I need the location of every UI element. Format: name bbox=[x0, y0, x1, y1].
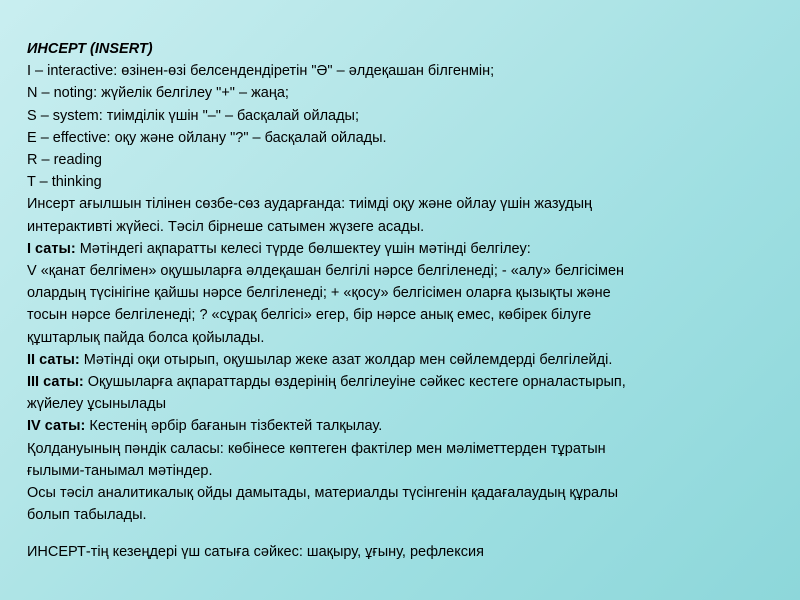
acronym-line-i: I – interactive: өзінен-өзі белсендендіретін "Ә" – әлдеқашан білгенмін; bbox=[27, 63, 495, 80]
stage-2-heading bbox=[27, 349, 782, 371]
slide-title: ИНСЕРТ (INSERT) bbox=[27, 41, 153, 57]
stage-1-body-line-4: құштарлық пайда болса қойылады. bbox=[27, 329, 265, 346]
usage-line-2: ғылыми-танымал мәтіндер. bbox=[27, 462, 213, 479]
stage-1-heading bbox=[27, 238, 782, 260]
footer-summary: ИНСЕРТ-тің кезеңдері үш сатыға сәйкес: шақыру, ұғыну, рефлексия bbox=[27, 544, 484, 560]
stage-3-continuation: жүйелеу ұсынылады bbox=[27, 396, 167, 413]
stage-1-body-line-3: тосын нәрсе белгіленеді; ? «сұрақ белгісі» егер, бір нәрсе анық емес, көбірек білуге bbox=[27, 307, 592, 324]
acronym-line-n: N – noting: жүйелік белгілеу "+" – жаңа; bbox=[27, 85, 289, 102]
stage-2-label: ІІ саты: bbox=[27, 351, 80, 368]
intro-line-1: Инсерт ағылшын тілінен сөзбе-сөз аударғанда: тиімді оқу және ойлау үшін жазудың bbox=[27, 196, 593, 213]
acronym-line-t: T – thinking bbox=[27, 174, 102, 191]
conclusion-line-2: болып табылады. bbox=[27, 507, 147, 524]
acronym-line-s: S – system: тиімділік үшін "–" – басқалай ойлады; bbox=[27, 107, 360, 124]
stage-1-body-line-1: V «қанат белгімен» оқушыларға әлдеқашан белгілі нәрсе белгіленеді; - «алу» белгісімен bbox=[27, 263, 625, 280]
stage-1-label: І саты: bbox=[27, 240, 76, 257]
stage-1-text: Мәтіндегі ақпаратты келесі түрде бөлшектеу үшін мәтінді белгілеу: bbox=[75, 240, 531, 257]
conclusion-line-1: Осы тәсіл аналитикалық ойды дамытады, материалды түсінгенін қадағалаудың құралы bbox=[27, 485, 619, 502]
stage-4-heading bbox=[27, 415, 782, 437]
stage-3-label: ІІІ саты: bbox=[27, 374, 84, 391]
acronym-line-e: E – effective: оқу және ойлану "?" – басқалай ойлады. bbox=[27, 129, 387, 146]
intro-line-2: интерактивті жүйесі. Тәсіл бірнеше сатымен жүзеге асады. bbox=[27, 218, 425, 235]
stage-1-body-line-2: олардың түсінігіне қайшы нәрсе белгіленеді; + «қосу» белгісімен оларға қызықты және bbox=[27, 285, 611, 302]
stage-3-text: Оқушыларға ақпараттарды өздерінің белгілеуіне сәйкес кестеге орналастырып, bbox=[83, 374, 626, 391]
stage-4-text: Кестенің әрбір бағанын тізбектей талқылау. bbox=[85, 418, 383, 435]
slide-content bbox=[27, 38, 782, 526]
stage-2-text: Мәтінді оқи отырып, оқушылар жеке азат жолдар мен сөйлемдерді белгілейді. bbox=[79, 351, 613, 368]
stage-3-heading bbox=[27, 371, 782, 393]
usage-line-1: Қолдануының пәндік саласы: көбінесе көптеген фактілер мен мәліметтерден тұратын bbox=[27, 440, 606, 457]
stage-4-label: IV саты: bbox=[27, 418, 86, 435]
acronym-line-r: R – reading bbox=[27, 152, 102, 169]
